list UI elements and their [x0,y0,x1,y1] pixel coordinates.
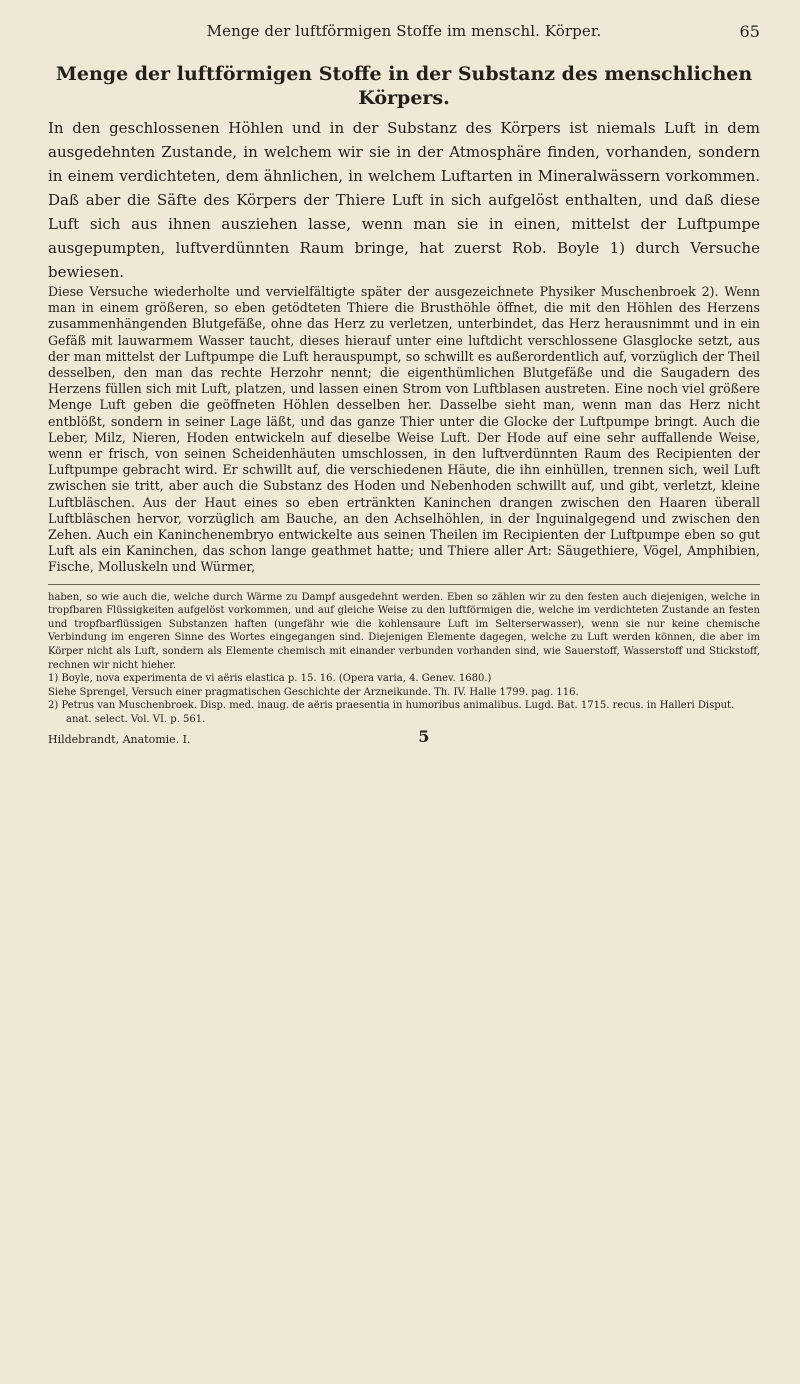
body-paragraph: Diese Versuche wiederholte und vervielfältigte später der ausgezeichnete Physiker Muschenbroek 2). Wenn man in einem größeren, so eben getödteten Thiere die Brusthöhle öffnet, die mit den Höhlen des Herzens zusammenhängenden Blutgefäße, ohne das Herz zu verletzen, unterbindet, das Herz herausnimmt und in ein Gefäß mit lauwarmem Wasser taucht, dieses hierauf unter eine luftdicht verschlossene Glasglocke setzt, aus der man mittelst der Luftpumpe die Luft herauspumpt, so schwillt es außerordentlich auf, vorzüglich der Theil desselben, den man das rechte Herzohr nennt; die eigenthümlichen Blutgefäße und die Saugadern des Herzens füllen sich mit Luft, platzen, und lassen einen Strom von Luftblasen austreten. Eine noch viel größere Menge Luft geben die geöffneten Höhlen desselben her. Dasselbe sieht man, wenn man das Herz nicht entblößt, sondern in seiner Lage läßt, und das ganze Thier unter die Glocke der Luftpumpe bringt. Auch die Leber, Milz, Nieren, Hoden entwickeln auf dieselbe Weise Luft. Der Hode auf eine sehr auffallende Weise, wenn er frisch, von seinen Scheidenhäuten umschlossen, in den luftverdünnten Raum des Recipienten der Luftpumpe gebracht wird. Er schwillt auf, die verschiedenen Häute, die ihn einhüllen, trennen sich, weil Luft zwischen sie tritt, aber auch die Substanz des Hoden und Nebenhoden schwillt auf, und gibt, verletzt, kleine Luftbläschen. Aus der Haut eines so eben ertränkten Kaninchen drangen zwischen den Haaren überall Luftbläschen hervor, vorzüglich am Bauche, an den Achselhöhlen, in der Inguinalgegend und zwischen den Zehen. Auch ein Kaninchenembryo entwickelte aus seinen Theilen im Recipienten der Luftpumpe eben so gut Luft als ein Kaninchen, das schon lange geathmet hatte; und Thiere aller Art: Säugethiere, Vögel, Amphibien, Fische, Molluskeln und Würmer, [48,284,760,575]
running-title: Menge der luftförmigen Stoffe im menschl. Körper. [206,22,602,40]
running-header [48,22,760,56]
signature-label: Hildebrandt, Anatomie. I. [48,732,191,746]
footnote-ref-1-cont: Siehe Sprengel, Versuch einer pragmatischen Geschichte der Arzneikunde. Th. IV. Halle 1799. pag. 116. [48,686,579,698]
footnote-continuation: haben, so wie auch die, welche durch Wärme zu Dampf ausgedehnt werden. Eben so zählen wir zu den festen auch diejenigen, welche in tropfbaren Flüssigkeiten aufgelöst vorkommen, und auf gleiche Weise zu den luftförmigen die, welche im verdichteten Zustande an festen und tropfbarflüssigen Substanzen haften (ungefähr wie die kohlensaure Luft im Selterserwasser), wenn sie nur keine chemische Verbindung im engeren Sinne des Wortes eingegangen sind. Diejenigen Elemente dagegen, welche zu Luft werden können, die aber im Körper nicht als Luft, sondern als Elemente chemisch mit einander verbunden vorhanden sind, wie Sauerstoff, Wasserstoff und Stickstoff, rechnen wir nicht hieher. [48,591,760,671]
footnote-ref-1: 1) Boyle, nova experimenta de vi aëris elastica p. 15. 16. (Opera varia, 4. Genev. 1680.) [48,673,492,685]
book-page [48,22,760,755]
page-number: 65 [739,22,760,41]
lead-paragraph: In den geschlossenen Höhlen und in der Substanz des Körpers ist niemals Luft in dem ausgedehnten Zustande, in welchem wir sie in der Atmosphäre finden, vorhanden, sondern in einem verdichteten, dem ähnlichen, in welchem Luftarten in Mineralwässern vorkommen. Daß aber die Säfte des Körpers der Thiere Luft in sich aufgelöst enthalten, und daß diese Luft sich aus ihnen ausziehen lasse, wenn man sie in einen, mittelst der Luftpumpe ausgepumpten, luftverdünnten Raum bringe, hat zuerst Rob. Boyle 1) durch Versuche bewiesen. [48,119,760,281]
chapter-title: Menge der luftförmigen Stoffe in der Substanz des menschlichen Körpers. [55,63,753,109]
footnote-rule [48,584,760,585]
footnote-ref-2: 2) Petrus van Muschenbroek. Disp. med. inaug. de aëris praesentia in humoribus animalibus. Lugd. Bat. 1715. recus. in Halleri Disput. anat. select. Vol. VI. p. 561. [48,700,735,725]
signature-mark: 5 [418,726,430,746]
signature-row [48,726,760,755]
